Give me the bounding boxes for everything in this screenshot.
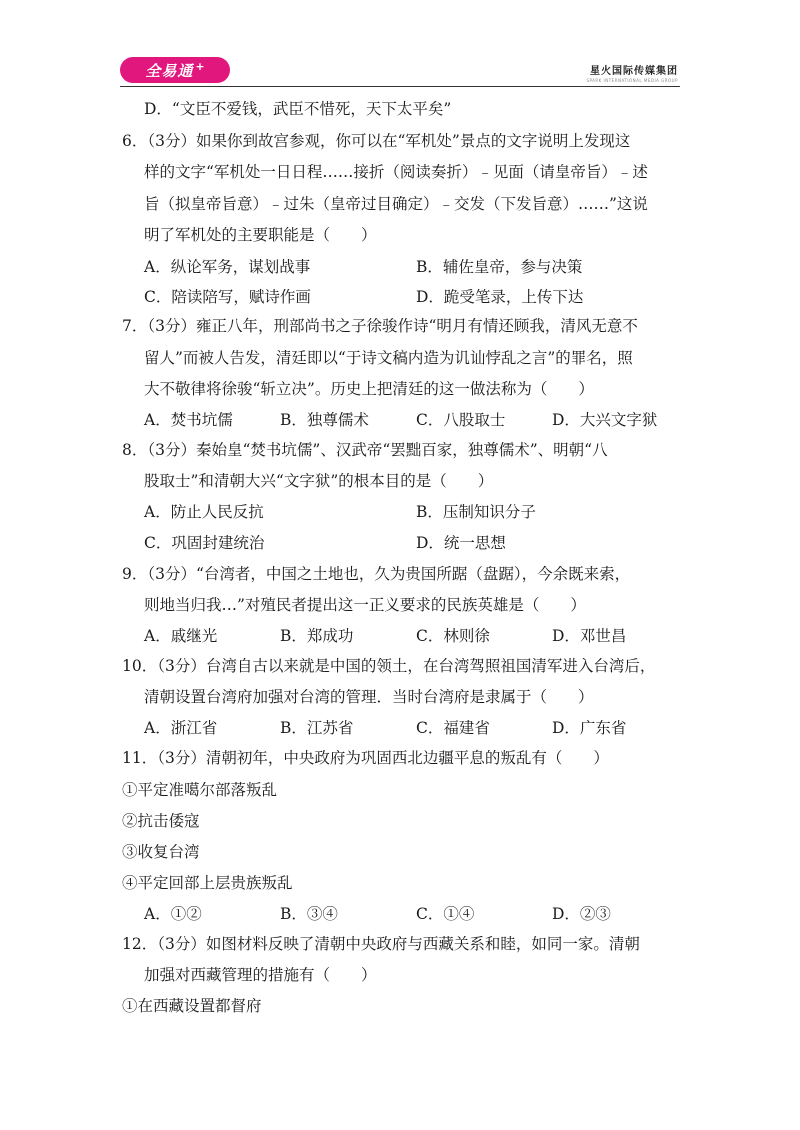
answer-option-q7b[interactable]: B．独尊儒术 — [280, 411, 369, 429]
answer-option-q8b[interactable]: B．压制知识分子 — [416, 503, 536, 521]
text-line-l16: 股取士”和清朝大兴“文字狱”的根本目的是（ ） — [144, 472, 494, 490]
answer-option-q10d[interactable]: D．广东省 — [552, 719, 627, 737]
answer-option-q6b[interactable]: B．辅佐皇帝，参与决策 — [416, 258, 583, 276]
publisher-name: 星火国际传媒集团 — [590, 66, 678, 77]
answer-option-q10a[interactable]: A．浙江省 — [144, 719, 218, 737]
text-line-l12: 留人”而被人告发，清廷即以“于诗文稿内造为讥讪悖乱之言”的罪名，照 — [144, 349, 633, 367]
brand-logo — [120, 57, 230, 83]
answer-option-q9c[interactable]: C．林则徐 — [416, 627, 490, 645]
page-header — [0, 0, 800, 100]
text-line-l24: 10．（3分）台湾自古以来就是中国的领土，在台湾驾照祖国清军进入台湾后， — [122, 657, 656, 675]
text-line-l28: ①平定准噶尔部落叛乱 — [122, 781, 278, 799]
answer-option-q6c[interactable]: C．陪读陪写，赋诗作画 — [144, 288, 311, 306]
answer-option-q9a[interactable]: A．戚继光 — [144, 627, 218, 645]
publisher-subtitle: SPARK INTERNATIONAL MEDIA GROUP — [586, 78, 678, 83]
text-line-l31: ④平定回部上层贵族叛乱 — [122, 874, 293, 892]
answer-option-q8d[interactable]: D．统一思想 — [416, 534, 506, 552]
text-line-l27: 11．（3分）清朝初年，中央政府为巩固西北边疆平息的叛乱有（ ） — [122, 749, 609, 767]
answer-option-q11c[interactable]: C．①④ — [416, 905, 475, 923]
text-line-l13: 大不敬律将徐骏“斩立决”。历史上把清廷的这一做法称为（ ） — [144, 380, 594, 398]
answer-option-q7d[interactable]: D．大兴文字狱 — [552, 411, 658, 429]
answer-option-q11d[interactable]: D．②③ — [552, 905, 611, 923]
publisher-brand — [586, 62, 678, 83]
logo-plus-icon: + — [195, 59, 205, 73]
text-line-l29: ②抗击倭寇 — [122, 812, 200, 830]
text-line-l25: 清朝设置台湾府加强对台湾的管理．当时台湾府是隶属于（ ） — [144, 688, 594, 706]
text-line-l21: 9．（3分）“台湾者，中国之土地也，久为贵国所踞（盘踞），今余既来索， — [122, 565, 631, 583]
text-line-l3: 样的文字“军机处一日日程……接折（阅读奏折）﹣见面（请皇帝旨）﹣述 — [144, 163, 648, 181]
text-line-l22: 则地当归我…”对殖民者提出这一正义要求的民族英雄是（ ） — [144, 596, 586, 614]
answer-option-q9d[interactable]: D．邓世昌 — [552, 627, 627, 645]
answer-option-q11a[interactable]: A．①② — [144, 905, 202, 923]
text-line-l4: 旨（拟皇帝旨意）﹣过朱（皇帝过目确定）﹣交发（下发旨意）……”这说 — [144, 195, 648, 213]
answer-option-q10b[interactable]: B．江苏省 — [280, 719, 354, 737]
answer-option-q10c[interactable]: C．福建省 — [416, 719, 490, 737]
text-line-l33: 12．（3分）如图材料反映了清朝中央政府与西藏关系和睦，如同一家。清朝 — [122, 935, 640, 953]
answer-option-q8c[interactable]: C．巩固封建统治 — [144, 534, 265, 552]
answer-option-q8a[interactable]: A．防止人民反抗 — [144, 503, 264, 521]
text-line-l1: D．“文臣不爱钱，武臣不惜死，天下太平矣” — [144, 100, 452, 118]
text-line-l30: ③收复台湾 — [122, 843, 200, 861]
answer-option-q6a[interactable]: A．纵论军务，谋划战事 — [144, 258, 311, 276]
text-line-l35: ①在西藏设置都督府 — [122, 997, 262, 1015]
text-line-l5: 明了军机处的主要职能是（ ） — [144, 226, 377, 244]
answer-option-q9b[interactable]: B．郑成功 — [280, 627, 354, 645]
text-line-l2: 6．（3分）如果你到故宫参观，你可以在“军机处”景点的文字说明上发现这 — [122, 132, 631, 150]
text-line-l34: 加强对西藏管理的措施有（ ） — [144, 966, 377, 984]
answer-option-q7c[interactable]: C．八股取士 — [416, 411, 506, 429]
answer-option-q7a[interactable]: A．焚书坑儒 — [144, 411, 233, 429]
answer-option-q11b[interactable]: B．③④ — [280, 905, 338, 923]
text-line-l11: 7．（3分）雍正八年，刑部尚书之子徐骏作诗“明月有情还顾我，清风无意不 — [122, 317, 638, 335]
logo-text: 全易通 — [145, 61, 194, 80]
header-divider — [120, 86, 680, 87]
answer-option-q6d[interactable]: D．跪受笔录，上传下达 — [416, 288, 584, 306]
text-line-l15: 8．（3分）秦始皇“焚书坑儒”、汉武帝“罢黜百家，独尊儒术”、明朝“八 — [122, 441, 608, 459]
